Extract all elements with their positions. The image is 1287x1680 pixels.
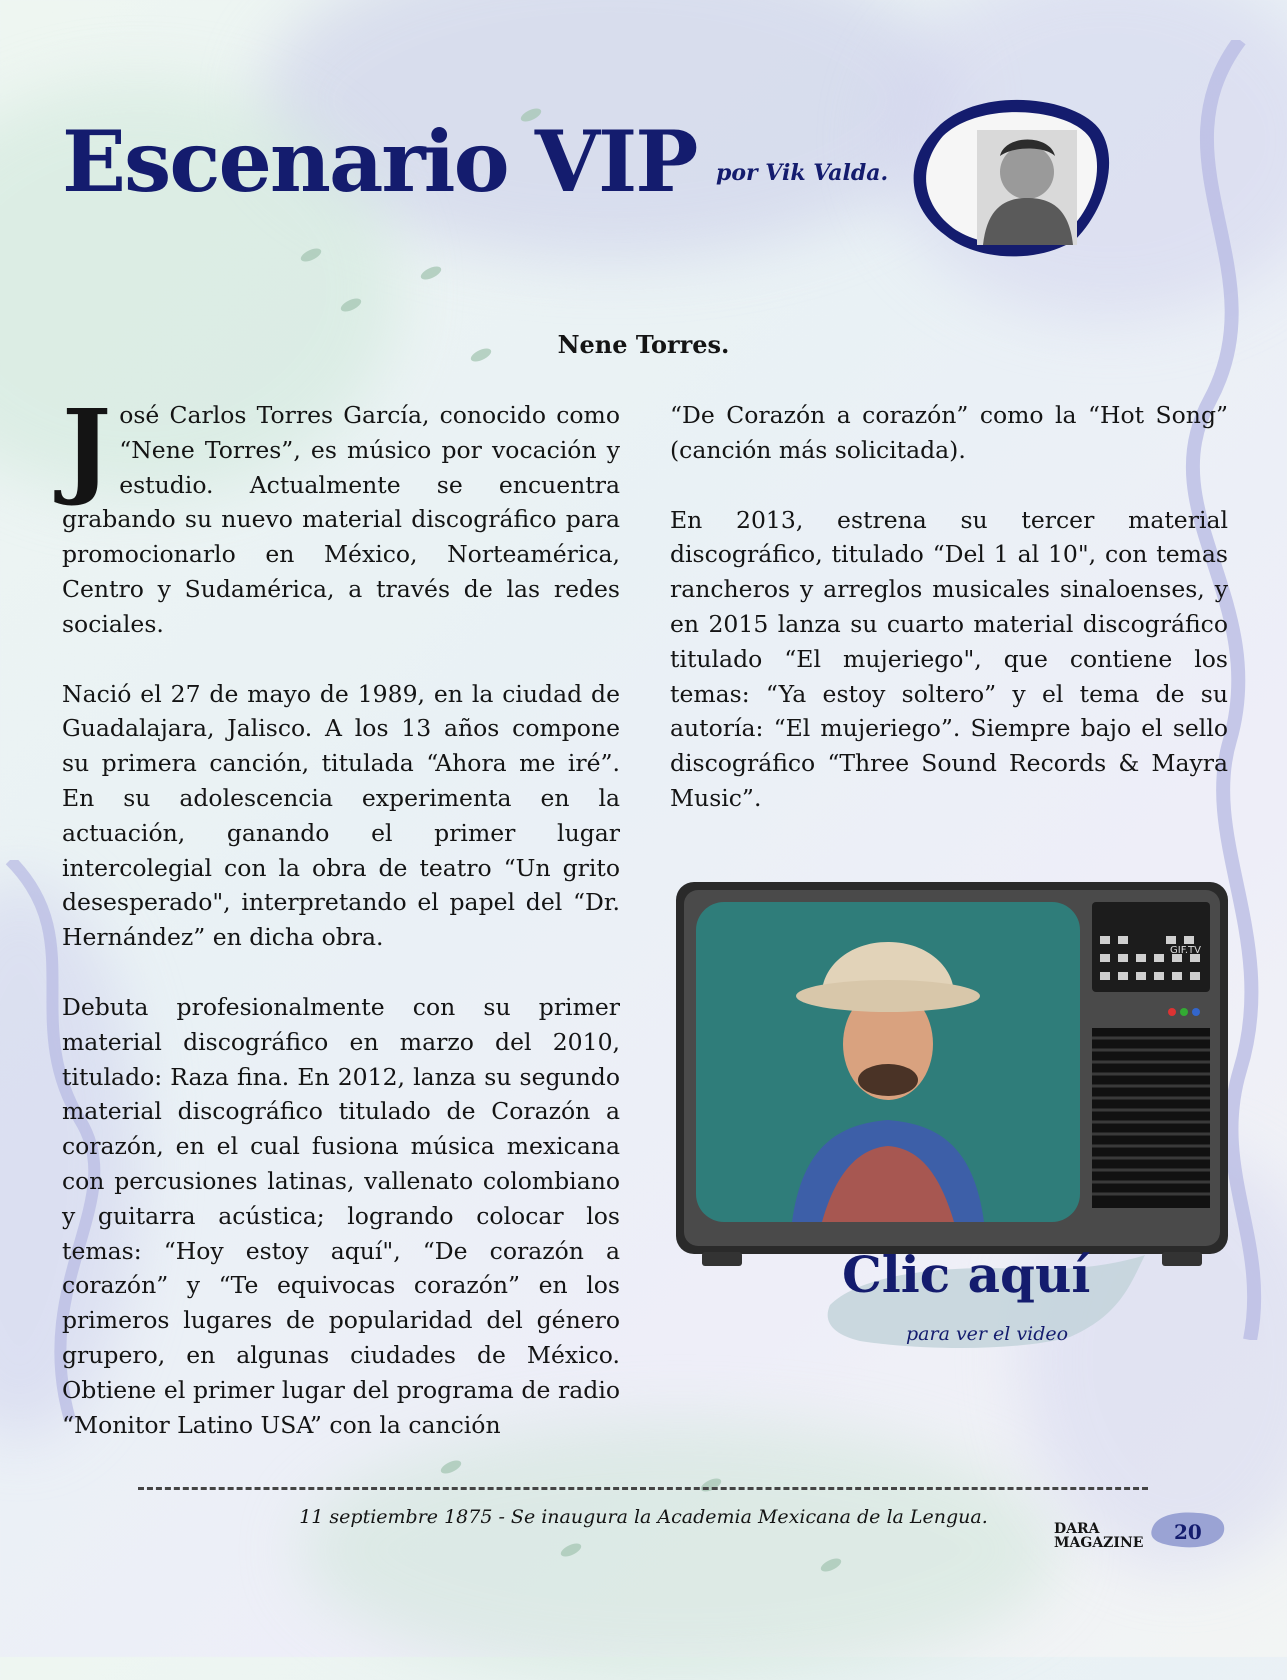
page-number: 20	[1174, 1520, 1202, 1544]
article-paragraph: “De Corazón a corazón” como la “Hot Song” (canción más solicitada).	[670, 401, 1228, 464]
cta-subtitle: para ver el video	[906, 1323, 1069, 1345]
decorative-dot	[419, 264, 443, 282]
footer-divider	[138, 1487, 1148, 1490]
cta-title: Clic aquí	[842, 1245, 1091, 1304]
article-subtitle: Nene Torres.	[557, 330, 730, 359]
video-thumbnail-tv[interactable]	[672, 878, 1232, 1273]
paragraph-text: osé Carlos Torres García, conocido como “Nene Torres”, es músico por vocación y estudio. Actualmente se encuentra grabando su nuevo material discográfico para promocionarlo en México, Norteamérica, Centro y Sudamérica, a través de las redes sociales.	[62, 401, 620, 638]
article-paragraph: Nació el 27 de mayo de 1989, en la ciudad de Guadalajara, Jalisco. A los 13 años compone su primera canción, titulada “Ahora me iré”. En su adolescencia experimenta en la actuación, ganando el primer lugar intercolegial con la obra de teatro “Un grito desesperado", interpretando el papel del “Dr. Hernández” en dicha obra.	[62, 679, 620, 952]
article-column-right	[670, 398, 1228, 851]
logo-line: DARA	[1054, 1521, 1100, 1537]
author-byline: por Vik Valda.	[716, 160, 889, 186]
tv-channel-label: GIF.TV	[1170, 945, 1201, 956]
magazine-logo	[1054, 1522, 1143, 1550]
magazine-section-title: Escenario VIP	[62, 112, 697, 211]
logo-line: MAGAZINE	[1054, 1535, 1144, 1551]
article-paragraph: Debuta profesionalmente con su primer material discográfico en marzo del 2010, titulado: Raza fina. En 2012, lanza su segundo material discográfico titulado de Corazón a corazón, en el cual fusiona música mexicana con percusiones latinas, vallenato colombiano y guitarra acústica; logrando colocar los temas: “Hoy estoy aquí", “De corazón a corazón” y “Te equivocas corazón” en los primeros lugares de popularidad del género grupero, en algunas ciudades de México. Obtiene el primer lugar del programa de radio “Monitor Latino USA” con la canción	[62, 992, 620, 1439]
drop-cap: J	[62, 386, 112, 509]
author-photo	[905, 90, 1115, 260]
article-column-left	[62, 386, 620, 1477]
watch-video-button[interactable]	[820, 1245, 1150, 1355]
footer-ephemeris: 11 septiembre 1875 - Se inaugura la Academia Mexicana de la Lengua.	[299, 1506, 988, 1528]
article-paragraph	[62, 386, 620, 642]
article-paragraph: En 2013, estrena su tercer material discográfico, titulado “Del 1 al 10", con temas rancheros y arreglos musicales sinaloenses, y en 2015 lanza su cuarto material discográfico titulado “El mujeriego", que contiene los temas: “Ya estoy soltero” y el tema de su autoría: “El mujeriego”. Siempre bajo el sello discográfico “Three Sound Records & Mayra Music”.	[670, 505, 1228, 812]
